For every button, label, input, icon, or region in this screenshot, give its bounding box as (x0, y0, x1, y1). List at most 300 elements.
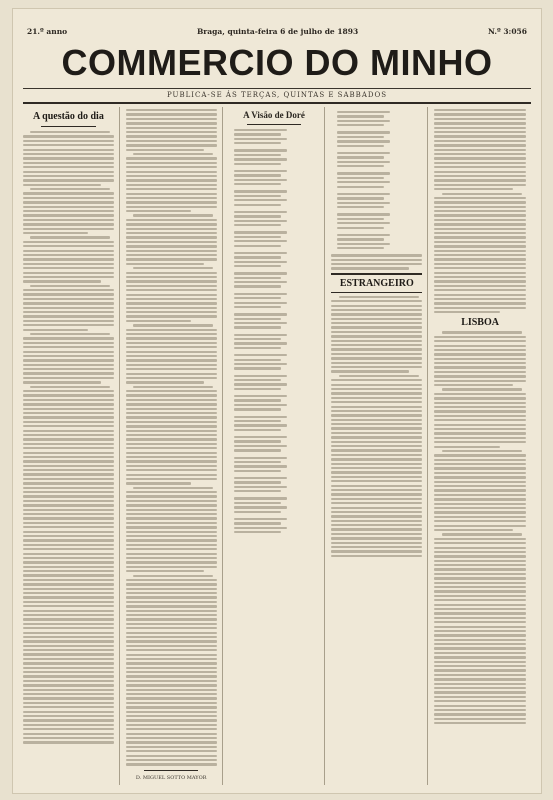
text-line (331, 445, 422, 447)
text-line (434, 210, 526, 212)
column-1 (23, 107, 120, 785)
text-line (23, 715, 114, 717)
text-line (434, 555, 526, 557)
poem-stanza (234, 231, 319, 246)
text-line (434, 709, 526, 711)
text-line (23, 390, 114, 392)
text-line (434, 289, 526, 291)
text-line (434, 254, 526, 256)
text-line (434, 245, 526, 247)
text-line (331, 384, 422, 386)
text-line (434, 687, 526, 689)
text-line (23, 307, 114, 309)
text-line (434, 345, 526, 347)
text-line (126, 579, 217, 581)
text-line (434, 643, 526, 645)
text-line (23, 403, 114, 405)
text-line (442, 388, 523, 390)
text-line (434, 184, 526, 186)
text-line (331, 322, 422, 324)
text-line (337, 111, 390, 113)
text-line (331, 485, 422, 487)
text-line (434, 353, 526, 355)
text-line (23, 372, 114, 374)
text-line (23, 250, 114, 252)
text-line (126, 759, 217, 761)
text-line (434, 551, 526, 553)
text-line (434, 113, 526, 115)
text-line (126, 711, 217, 713)
text-line (331, 366, 422, 368)
text-line (23, 263, 114, 265)
text-line (331, 511, 422, 513)
text-line (434, 267, 526, 269)
text-line (434, 276, 526, 278)
poem-stanza (234, 416, 319, 431)
text-line (23, 697, 114, 699)
text-line (126, 763, 217, 765)
text-line (23, 618, 114, 620)
text-line (126, 381, 204, 383)
text-line (434, 669, 526, 671)
text-line (234, 457, 287, 459)
section-heading-estrangeiro: ESTRANGEIRO (331, 273, 422, 293)
text-line (337, 177, 384, 179)
text-line (234, 236, 281, 238)
text-line (23, 280, 101, 282)
text-line (234, 379, 281, 381)
text-line (126, 667, 217, 669)
text-line (23, 293, 114, 295)
text-line (331, 528, 422, 530)
text-line (126, 219, 217, 221)
text-line (234, 359, 281, 361)
masthead-rule (23, 88, 531, 89)
text-line (434, 135, 526, 137)
text-line (337, 140, 390, 142)
text-line (23, 302, 114, 304)
poem-stanza (234, 293, 319, 308)
text-line (434, 705, 526, 707)
text-line (23, 315, 114, 317)
text-line (434, 406, 526, 408)
text-line (23, 192, 114, 194)
text-line (331, 410, 422, 412)
text-line (23, 171, 114, 173)
text-line (331, 397, 422, 399)
poem-stanza (337, 152, 422, 167)
poem-stanza (337, 213, 422, 228)
text-line (23, 329, 88, 331)
text-line (23, 724, 114, 726)
header-line (27, 27, 527, 36)
text-line (126, 724, 217, 726)
text-line (331, 520, 422, 522)
text-line (133, 153, 213, 155)
text-line (434, 476, 526, 478)
text-line (434, 700, 526, 702)
text-line (339, 375, 419, 377)
text-line (126, 342, 217, 344)
text-line (434, 683, 526, 685)
newspaper-page (12, 8, 542, 794)
text-line (126, 733, 217, 735)
text-line (126, 285, 217, 287)
text-line (434, 380, 526, 382)
text-line (23, 522, 114, 524)
text-line (126, 557, 217, 559)
text-line (23, 741, 114, 743)
text-line (331, 454, 422, 456)
text-line (331, 507, 422, 509)
text-line (331, 392, 422, 394)
text-line (434, 419, 526, 421)
text-line (434, 358, 526, 360)
text-line (234, 261, 287, 263)
text-line (234, 133, 281, 135)
text-line (23, 487, 114, 489)
text-line (126, 460, 217, 462)
text-line (23, 447, 114, 449)
text-line (337, 206, 384, 208)
text-line (434, 432, 526, 434)
text-line (234, 256, 281, 258)
text-line (434, 272, 526, 274)
poem-stanza (234, 436, 319, 451)
text-line (234, 149, 287, 151)
section-heading-lisboa: LISBOA (461, 317, 499, 329)
text-line (23, 671, 114, 673)
text-line (126, 320, 191, 322)
text-line (234, 190, 287, 192)
text-line (126, 228, 217, 230)
text-line (23, 377, 114, 379)
text-line (234, 342, 287, 344)
text-line (23, 544, 114, 546)
text-line (126, 746, 217, 748)
text-line (23, 662, 114, 664)
poem-title: A Visão de Doré (243, 110, 305, 120)
text-line (234, 318, 281, 320)
text-line (337, 165, 384, 167)
text-line (126, 495, 217, 497)
text-line (126, 588, 217, 590)
text-line (126, 236, 217, 238)
text-line (23, 719, 114, 721)
text-line (23, 320, 114, 322)
text-line (337, 156, 384, 158)
text-line (234, 363, 287, 365)
text-line (434, 298, 526, 300)
text-line (331, 550, 422, 552)
text-line (23, 706, 114, 708)
text-line (23, 421, 114, 423)
text-line (337, 202, 390, 204)
text-line (126, 469, 217, 471)
text-line (126, 241, 217, 243)
text-line (234, 142, 281, 144)
text-line (434, 678, 526, 680)
text-line (126, 280, 217, 282)
text-line (234, 277, 281, 279)
text-line (331, 335, 422, 337)
text-line (126, 188, 217, 190)
text-line (234, 436, 287, 438)
text-line (126, 526, 217, 528)
text-line (126, 416, 217, 418)
text-line (30, 188, 110, 190)
poem-stanza (337, 193, 422, 208)
text-line (434, 586, 526, 588)
text-line (234, 416, 287, 418)
text-line (434, 507, 526, 509)
text-line (331, 340, 422, 342)
text-line (331, 263, 422, 265)
text-line (126, 535, 217, 537)
poem-stanza (234, 354, 319, 369)
text-line (126, 697, 217, 699)
text-line (126, 684, 217, 686)
text-line (23, 157, 114, 159)
text-line (331, 267, 409, 269)
text-line (126, 675, 217, 677)
text-line (23, 645, 114, 647)
text-line (434, 232, 526, 234)
text-line (126, 500, 217, 502)
text-line (434, 604, 526, 606)
header-divider (23, 102, 531, 104)
text-line (234, 477, 287, 479)
text-line (337, 238, 384, 240)
text-line (331, 441, 422, 443)
text-line (30, 386, 110, 388)
text-line (234, 449, 281, 451)
text-line (126, 232, 217, 234)
text-line (126, 351, 217, 353)
text-line (234, 506, 287, 508)
text-line (126, 649, 217, 651)
text-line (126, 263, 204, 265)
text-line (434, 311, 500, 313)
text-line (126, 179, 217, 181)
text-line (126, 623, 217, 625)
text-line (434, 166, 526, 168)
text-line (126, 561, 217, 563)
text-line (434, 691, 526, 693)
text-line (337, 145, 384, 147)
text-line (126, 509, 217, 511)
poem-stanza (234, 149, 319, 164)
text-line (434, 661, 526, 663)
text-line (331, 326, 422, 328)
column-2 (126, 107, 223, 785)
text-line (23, 408, 114, 410)
text-line (434, 577, 526, 579)
text-line (234, 199, 287, 201)
text-line (23, 623, 114, 625)
text-line (126, 605, 217, 607)
text-line (434, 472, 526, 474)
text-line (234, 531, 281, 533)
text-line (331, 458, 422, 460)
text-line (434, 250, 526, 252)
text-line (434, 459, 526, 461)
text-line (23, 610, 114, 612)
text-line (126, 596, 217, 598)
poem-stanza (234, 211, 319, 226)
text-line (126, 333, 217, 335)
text-line (337, 193, 390, 195)
text-line (434, 617, 526, 619)
text-line (331, 463, 422, 465)
text-line (126, 346, 217, 348)
text-line (23, 517, 114, 519)
text-line (434, 520, 526, 522)
text-line (234, 231, 287, 233)
text-line (434, 547, 526, 549)
text-line (23, 649, 114, 651)
text-line (126, 601, 217, 603)
text-line (23, 223, 114, 225)
text-line (434, 463, 526, 465)
text-line (126, 171, 217, 173)
poem-stanza (337, 172, 422, 187)
text-line (331, 427, 422, 429)
text-line (126, 311, 217, 313)
text-line (442, 533, 523, 535)
text-line (434, 652, 526, 654)
text-line (23, 614, 114, 616)
text-line (337, 136, 384, 138)
text-line (234, 220, 287, 222)
text-line (126, 702, 217, 704)
text-line (337, 161, 390, 163)
text-line (126, 478, 217, 480)
text-line (234, 399, 281, 401)
text-line (126, 201, 217, 203)
text-line (234, 265, 281, 267)
text-line (126, 149, 204, 151)
text-line (234, 302, 287, 304)
text-line (331, 357, 422, 359)
text-line (331, 370, 409, 372)
text-line (126, 719, 217, 721)
text-line (126, 544, 217, 546)
text-line (23, 364, 114, 366)
text-line (23, 693, 114, 695)
text-line (434, 503, 526, 505)
text-line (434, 384, 513, 386)
text-line (234, 404, 287, 406)
text-line (434, 494, 526, 496)
text-line (126, 522, 217, 524)
text-line (23, 465, 114, 467)
text-line (234, 293, 287, 295)
text-line (126, 368, 217, 370)
text-line (23, 258, 114, 260)
text-line (434, 454, 526, 456)
text-line (23, 737, 114, 739)
text-line (126, 715, 217, 717)
text-line (126, 632, 217, 634)
text-line (126, 583, 217, 585)
text-line (126, 614, 217, 616)
text-line (23, 276, 114, 278)
poem-rule (247, 124, 301, 125)
text-line (126, 680, 217, 682)
text-line (23, 553, 114, 555)
text-line (234, 375, 287, 377)
text-line (434, 621, 526, 623)
text-line (23, 412, 114, 414)
text-line (434, 118, 526, 120)
text-line (434, 529, 513, 531)
text-line (434, 424, 526, 426)
text-line (126, 618, 217, 620)
text-line (434, 140, 526, 142)
text-line (434, 219, 526, 221)
text-line (126, 122, 217, 124)
text-line (126, 438, 217, 440)
text-line (23, 232, 88, 234)
text-line (434, 375, 526, 377)
text-line (434, 258, 526, 260)
text-line (331, 305, 422, 307)
poem-stanza (234, 170, 319, 185)
text-line (434, 573, 526, 575)
text-line (234, 326, 281, 328)
text-line (23, 197, 114, 199)
text-line (23, 298, 114, 300)
text-line (23, 482, 114, 484)
text-line (434, 481, 526, 483)
text-line (126, 553, 217, 555)
text-line (434, 362, 526, 364)
text-line (234, 281, 287, 283)
text-line (23, 241, 114, 243)
text-line (434, 639, 526, 641)
article-heading-questao: A questão do dia (32, 111, 104, 122)
text-line (23, 627, 114, 629)
text-line (331, 313, 422, 315)
poem-continuation (331, 111, 422, 249)
text-line (434, 307, 526, 309)
text-line (434, 665, 526, 667)
text-line (234, 445, 287, 447)
text-line (126, 329, 217, 331)
text-line (434, 366, 526, 368)
text-line (126, 355, 217, 357)
text-line (23, 381, 101, 383)
text-line (234, 522, 281, 524)
text-line (331, 259, 422, 261)
text-line (126, 662, 217, 664)
text-line (23, 711, 114, 713)
text-line (434, 560, 526, 562)
text-line (126, 131, 217, 133)
text-line (126, 443, 217, 445)
text-line (126, 113, 217, 115)
text-line (331, 542, 422, 544)
text-line (331, 423, 422, 425)
text-line (434, 201, 526, 203)
heading-rule (41, 126, 95, 127)
text-line (126, 302, 217, 304)
text-line (126, 373, 217, 375)
poem-stanza (234, 334, 319, 349)
poem-stanza (234, 518, 319, 533)
text-line (434, 590, 526, 592)
